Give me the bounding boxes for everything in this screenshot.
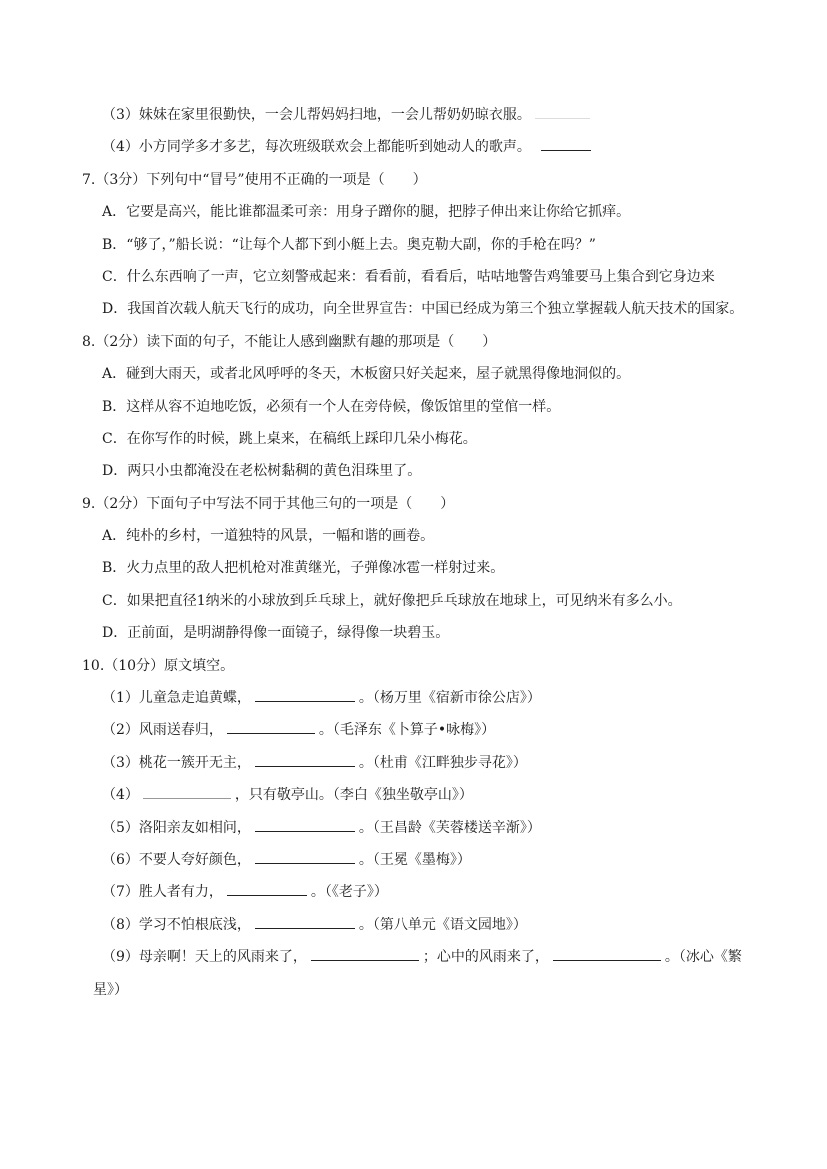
q10-item-6 (0, 848, 827, 880)
q7-option-b: B．“够了，”船长说：“让每个人都下到小艇上去。奥克勒大副，你的手枪在吗？” (102, 236, 596, 253)
answer-blank[interactable] (255, 752, 355, 767)
item-source: 。（毛泽东《卜算子•咏梅》） (318, 722, 496, 739)
answer-blank[interactable] (541, 136, 591, 151)
item-text: （8）学习不怕根底浅， (102, 916, 251, 933)
q10-item-3 (0, 751, 827, 783)
q9-option-c: C．如果把直径1纳米的小球放到乒乓球上，就好像把乒乓球放在地球上，可见纳米有多么小。 (102, 592, 682, 609)
item-text: （7）胜人者有力， (102, 884, 223, 901)
item-text: （1）儿童急走追黄蝶， (102, 690, 251, 707)
q6-item-3 (0, 103, 827, 135)
q10-item-5 (0, 816, 827, 848)
item-text: （3）妹妹在家里很勤快，一会儿帮妈妈扫地，一会儿帮奶奶晾衣服。 (102, 107, 531, 123)
item-text: （3）桃花一簇开无主， (102, 754, 251, 771)
answer-blank[interactable] (227, 881, 307, 896)
answer-blank[interactable] (255, 687, 355, 702)
item-text: ；心中的风雨来了， (422, 949, 549, 966)
question-10-stem: 10.（10分）原文填空。 (82, 657, 235, 674)
item-source: 。（《老子》） (310, 884, 388, 901)
q10-item-4 (0, 783, 827, 815)
item-source: ，只有敬亭山。（李白《独坐敬亭山》） (234, 787, 473, 804)
item-source: 。（冰心《繁 (664, 949, 742, 966)
item-text: （5）洛阳亲友如相问， (102, 819, 251, 836)
exam-page (0, 103, 827, 1010)
question-7-stem: 7.（3分）下列句中“冒号”使用不正确的一项是（ ） (82, 171, 427, 188)
q10-item-2 (0, 718, 827, 750)
answer-blank[interactable] (311, 946, 419, 961)
q8-option-c: C．在你写作的时候，跳上桌来，在稿纸上踩印几朵小梅花。 (102, 430, 477, 447)
question-9-stem: 9.（2分）下面句子中写法不同于其他三句的一项是（ ） (82, 495, 455, 512)
answer-blank[interactable] (553, 946, 661, 961)
question-8-stem: 8.（2分）读下面的句子，不能让人感到幽默有趣的那项是（ ） (82, 333, 497, 350)
item-text: （4）小方同学多才多艺，每次班级联欢会上都能听到她动人的歌声。 (102, 139, 531, 156)
item-text: （9）母亲啊！天上的风雨来了， (102, 949, 307, 966)
item-text: （2）风雨送春归， (102, 722, 223, 739)
q10-item-9 (0, 945, 827, 977)
item-source: 。（第八单元《语文园地》） (358, 916, 527, 933)
q9-option-d: D．正前面，是明湖静得像一面镜子，绿得像一块碧玉。 (102, 625, 450, 642)
answer-blank[interactable] (255, 817, 355, 832)
answer-blank[interactable] (255, 914, 355, 929)
q10-item-1 (0, 686, 827, 718)
q6-item-4 (0, 135, 827, 167)
q10-item-7 (0, 880, 827, 912)
q10-item-9-continued: 星》） (93, 981, 128, 998)
item-text: （6）不要人夸好颜色， (102, 851, 251, 868)
item-source: 。（王昌龄《芙蓉楼送辛渐》） (358, 819, 541, 836)
answer-blank[interactable] (535, 104, 590, 119)
q8-option-d: D．两只小虫都淹没在老松树黏稠的黄色泪珠里了。 (102, 463, 422, 480)
answer-blank[interactable] (227, 719, 315, 734)
q9-option-a: A．纯朴的乡村，一道独特的风景，一幅和谐的画卷。 (102, 528, 435, 545)
item-source: 。（王冕《墨梅》） (358, 851, 471, 868)
q8-option-a: A．碰到大雨天，或者北风呼呼的冬天，木板窗只好关起来，屋子就黑得像地洞似的。 (102, 366, 631, 383)
answer-blank[interactable] (143, 784, 231, 799)
item-source: 。（杜甫《江畔独步寻花》） (358, 754, 527, 771)
q9-option-b: B．火力点里的敌人把机枪对准黄继光，子弹像冰雹一样射过来。 (102, 560, 505, 577)
item-source: 。（杨万里《宿新市徐公店》） (358, 690, 541, 707)
q7-option-d: D．我国首次载人航天飞行的成功，向全世界宣告：中国已经成为第三个独立掌握载人航天技术的国家。 (102, 301, 744, 318)
q7-option-a: A．它要是高兴，能比谁都温柔可亲：用身子蹭你的腿，把脖子伸出来让你给它抓痒。 (102, 204, 631, 221)
q7-option-c: C．什么东西响了一声，它立刻警戒起来：看看前，看看后，咕咕地警告鸡雏要马上集合到它身边来 (102, 268, 715, 285)
q8-option-b: B．这样从容不迫地吃饭，必须有一个人在旁侍候，像饭馆里的堂倌一样。 (102, 398, 561, 415)
q10-item-8 (0, 913, 827, 945)
item-text: （4） (102, 787, 139, 804)
answer-blank[interactable] (255, 849, 355, 864)
